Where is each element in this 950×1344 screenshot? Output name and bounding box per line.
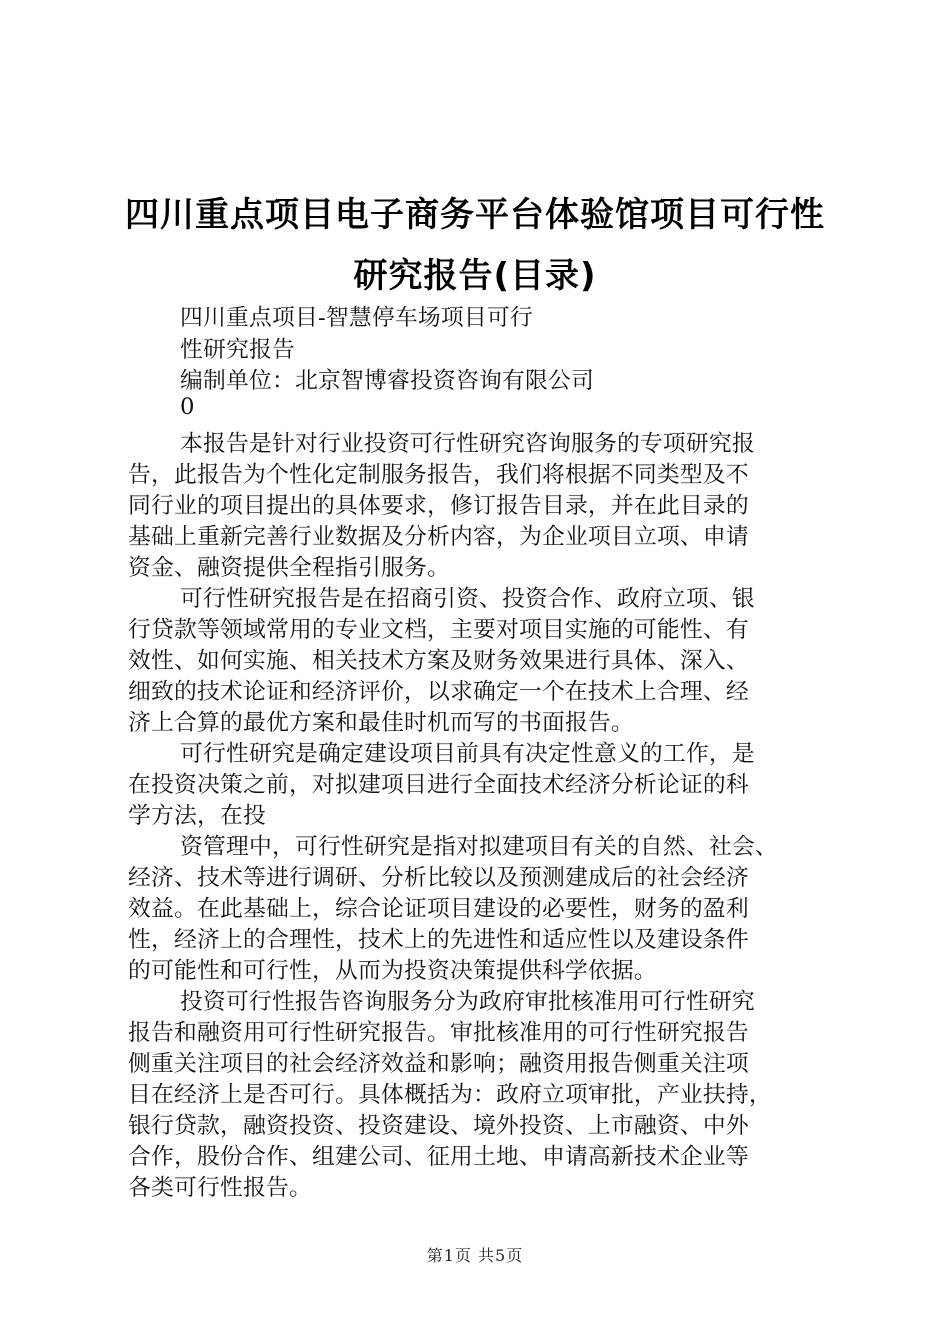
- paragraph-line: 的可能性和可行性，从而为投资决策提供科学依据。: [128, 958, 657, 984]
- paragraph-line: 效性、如何实施、相关技术方案及财务效果进行具体、深入、: [128, 648, 749, 674]
- paragraph-line: 可行性研究报告是在招商引资、投资合作、政府立项、银: [180, 586, 755, 612]
- subtitle-line-1: 四川重点项目-智慧停车场项目可行: [180, 305, 533, 331]
- paragraph-line: 本报告是针对行业投资可行性研究咨询服务的专项研究报: [180, 431, 755, 457]
- paragraph-line: 济上合算的最优方案和最佳时机而写的书面报告。: [128, 710, 634, 736]
- paragraph-line: 目在经济上是否可行。具体概括为：政府立项审批，产业扶持，: [128, 1082, 772, 1108]
- paragraph-line: 基础上重新完善行业数据及分析内容，为企业项目立项、申请: [128, 524, 749, 550]
- paragraph-line: 合作，股份合作、组建公司、征用土地、申请高新技术企业等: [128, 1144, 749, 1170]
- paragraph-line: 可行性研究是确定建设项目前具有决定性意义的工作，是: [180, 741, 755, 767]
- paragraph-line: 投资可行性报告咨询服务分为政府审批核准用可行性研究: [180, 989, 755, 1015]
- paragraph-line: 性，经济上的合理性，技术上的先进性和适应性以及建设条件: [128, 927, 749, 953]
- paragraph-line: 同行业的项目提出的具体要求，修订报告目录，并在此目录的: [128, 493, 749, 519]
- paragraph-line: 在投资决策之前，对拟建项目进行全面技术经济分析论证的科: [128, 772, 749, 798]
- paragraph-line: 效益。在此基础上，综合论证项目建设的必要性，财务的盈利: [128, 896, 749, 922]
- paragraph-line: 经济、技术等进行调研、分析比较以及预测建成后的社会经济: [128, 865, 749, 891]
- paragraph-line: 资金、融资提供全程指引服务。: [128, 555, 450, 581]
- paragraph-line: 银行贷款，融资投资、投资建设、境外投资、上市融资、中外: [128, 1113, 749, 1139]
- page-footer: 第1页 共5页: [426, 1246, 524, 1265]
- document-title-line-2: 研究报告(目录): [353, 256, 597, 296]
- document-title-line-1: 四川重点项目电子商务平台体验馆项目可行性: [125, 195, 825, 235]
- paragraph-line: 侧重关注项目的社会经济效益和影响；融资用报告侧重关注项: [128, 1051, 749, 1077]
- number-line: 0: [180, 394, 195, 420]
- paragraph-line: 资管理中，可行性研究是指对拟建项目有关的自然、社会、: [180, 834, 778, 860]
- paragraph-line: 报告和融资用可行性研究报告。审批核准用的可行性研究报告: [128, 1020, 749, 1046]
- paragraph-line: 学方法，在投: [128, 803, 266, 829]
- paragraph-line: 各类可行性报告。: [128, 1175, 312, 1201]
- paragraph-line: 行贷款等领域常用的专业文档，主要对项目实施的可能性、有: [128, 617, 749, 643]
- compiler-line: 编制单位：北京智博睿投资咨询有限公司: [180, 368, 594, 394]
- paragraph-line: 细致的技术论证和经济评价，以求确定一个在技术上合理、经: [128, 679, 749, 705]
- subtitle-line-2: 性研究报告: [180, 337, 295, 363]
- paragraph-line: 告，此报告为个性化定制服务报告，我们将根据不同类型及不: [128, 462, 749, 488]
